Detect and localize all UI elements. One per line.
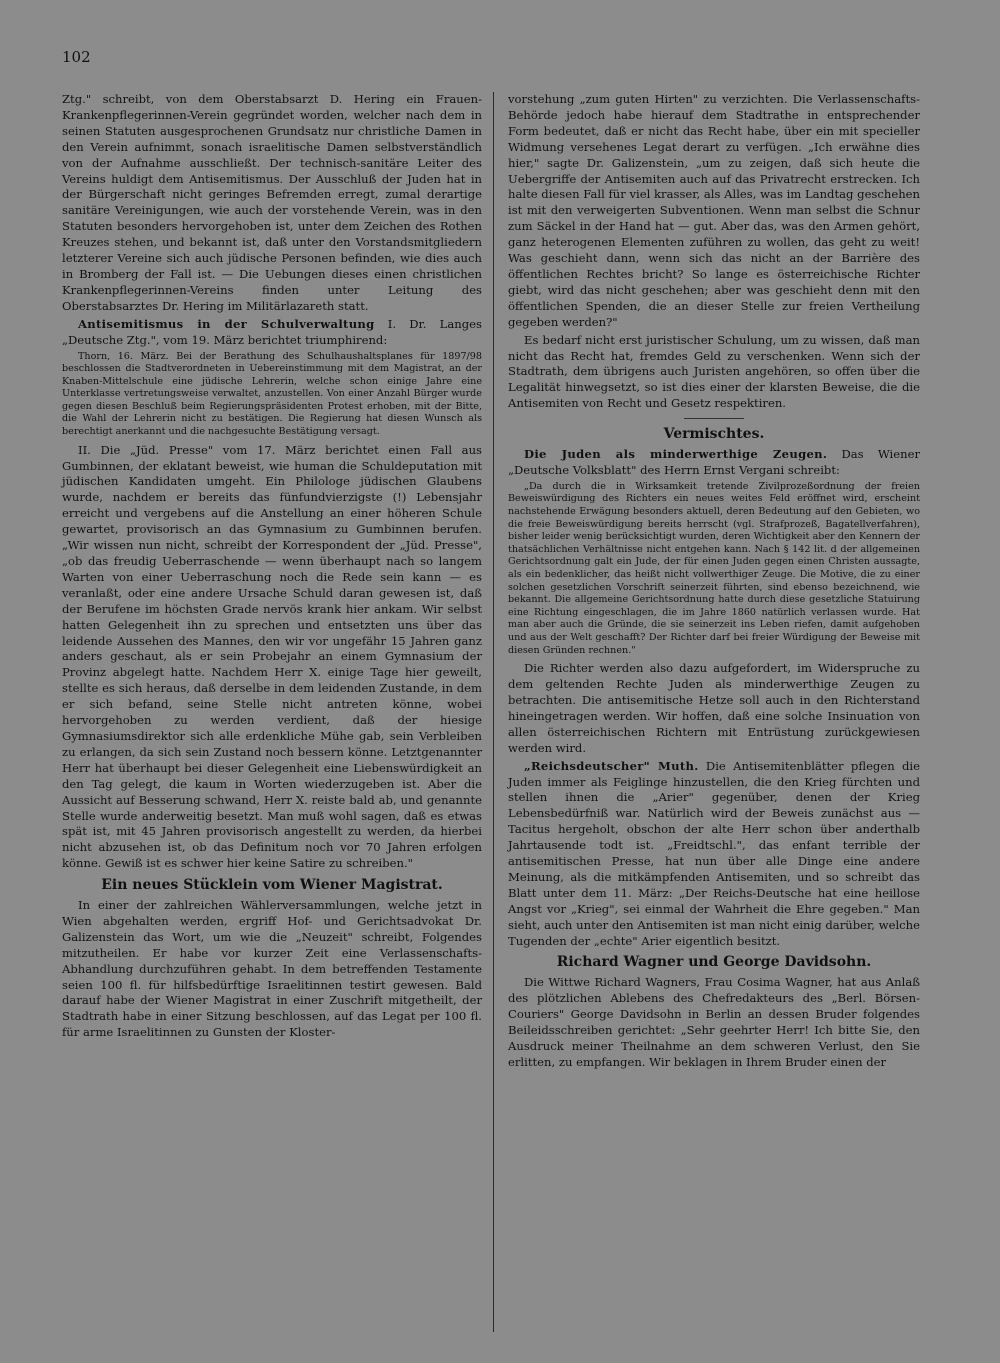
- quoted-report: „Da durch die in Wirksamkeit tretende Zivilprozeßordnung der freien Beweiswürdigung des Richters ein neues weites Feld eröffnet wird, erscheint nachstehende Erwägung besonders aktuell, deren Bedeutung auf den Gebieten, wo die freie Beweiswürdigung bereits herrscht (vgl. Strafprozeß, Bagatellverfahren), bisher leider wenig berücksichtigt wurden, deren Wichtigkeit aber den Kennern der thatsächlichen Verhältnisse nicht entgehen kann. Nach § 142 lit. d der allgemeinen Gerichtsordnung galt ein Jude, der für einen Juden gegen einen Christen aussagte, als ein bedenklicher, das heißt nicht vollwerthiger Zeuge. Die Motive, die zu einer solchen gesetzlichen Vorschrift seinerzeit führten, sind ebenso bezeichnend, wie bekannt. Die allgemeine Gerichtsordnung hatte durch diese gesetzliche Statuirung eine Richtung eingeschlagen, die im Jahre 1860 natürlich verlassen wurde. Hat man aber auch die Gründe, die sie seinerzeit ins Leben riefen, damit aufgehoben und aus der Welt geschafft? Der Richter darf bei freier Würdigung der Beweise mit diesen Gründen rechnen.": [508, 480, 920, 656]
- article-heading-paragraph: [508, 447, 920, 479]
- right-column: [508, 92, 920, 1073]
- article-heading: „Reichsdeutscher" Muth.: [524, 758, 699, 773]
- article-paragraph: II. Die „Jüd. Presse" vom 17. März berichtet einen Fall aus Gumbinnen, der eklatant beweist, wie human die Schuldeputation mit jüdischen Kandidaten umgeht. Ein Philologe jüdischen Glaubens wurde, nachdem er bereits das fünfundvierzigste (!) Lebensjahr erreicht und vergebens auf die Anstellung an einer höheren Schule gewartet, provisorisch an das Gymnasium zu Gumbinnen berufen. „Wir wissen nun nicht, schreibt der Korrespondent der „Jüd. Presse", „ob das freudig Ueberraschende — wenn überhaupt nach so langem Warten von einer Ueberraschung noch die Rede sein kann — es veranlaßt, oder eine andere Ursache Schuld daran gewesen ist, daß der Berufene im höchsten Grade nervös krank hier ankam. Wir selbst hatten Gelegenheit ihn zu sprechen und entsetzten uns über das leidende Aussehen des Mannes, den wir vor ungefähr 15 Jahren ganz anders geschaut, als er sein Probejahr an einem Gymnasium der Provinz abgelegt hatte. Nachdem Herr X. einige Tage hier geweilt, stellte es sich heraus, daß derselbe in dem leidenden Zustande, in dem er sich befand, seine Stelle nicht antreten könne, wobei hervorgehoben zu werden verdient, daß der hiesige Gymnasiumsdirektor sich alle erdenkliche Mühe gab, sein Verbleiben zu erlangen, da sich sein Zustand noch bessern könne. Letztgenannter Herr hat überhaupt bei dieser Gelegenheit eine Liebenswürdigkeit an den Tag gelegt, die kaum in Worten wiederzugeben ist. Aber die Aussicht auf Besserung schwand, Herr X. reiste bald ab, und genannte Stelle wurde anderweitig besetzt. Man muß wohl sagen, daß es etwas spät ist, mit 45 Jahren provisorisch angestellt zu werden, da hierbei nicht abzusehen ist, ob das Definitum noch vor 70 Jahren erfolgen könne. Gewiß ist es schwer hier keine Satire zu schreiben.": [62, 442, 482, 871]
- article-paragraph: Die Richter werden also dazu aufgefordert, im Widerspruche zu dem geltenden Rechte Juden als minderwerthige Zeugen zu betrachten. Die antisemitische Hetze soll auch in den Richterstand hineingetragen werden. Wir hoffen, daß eine solche Insinuation von allen österreichischen Richtern mit Entrüstung zurückgewiesen werden wird.: [508, 661, 920, 755]
- article-paragraph: Die Wittwe Richard Wagners, Frau Cosima Wagner, hat aus Anlaß des plötzlichen Ablebens des Chefredakteurs des „Berl. Börsen-Couriers" George Davidsohn in Berlin an dessen Bruder folgendes Beileidsschreiben gerichtet: „Sehr geehrter Herr! Ich bitte Sie, den Ausdruck meiner Theilnahme an dem schweren Verlust, den Sie erlitten, zu empfangen. Wir beklagen in Ihrem Bruder einen der: [508, 975, 920, 1069]
- article-heading-paragraph: [62, 317, 482, 349]
- column-divider: [493, 92, 494, 1332]
- article-body: Die Antisemitenblätter pflegen die Juden immer als Feiglinge hinzustellen, die den Krieg fürchten und stellen ihnen die „Arier" gegenüber, denen der Krieg Lebensbedürfniß war. Natürlich wird der Beweis zunächst aus — Tacitus hergeholt, obschon der alte Herr schon über anderthalb Jahrtausende todt ist. „Freidtschl.", das enfant terrible der antisemitischen Presse, hat nun über alle Dinge eine andere Meinung, als die mitkämpfenden Antisemiten, und so schreibt das Blatt unter dem 11. März: „Der Reichs-Deutsche hat eine heillose Angst vor „Krieg", sei einmal der Wahrheit die Ehre gegeben." Man sieht, auch unter den Antisemiten ist man nicht einig darüber, welche Tugenden der „echte" Arier eigentlich besitzt.: [508, 758, 920, 948]
- article-paragraph: vorstehung „zum guten Hirten" zu verzichten. Die Verlassenschafts-Behörde jedoch habe hierauf dem Stadtrathe in entsprechender Form bedeutet, daß er nicht das Recht habe, über ein mit specieller Widmung versehenes Legat derart zu verfügen. „Ich erwähne dies hier," sagte Dr. Galizenstein, „um zu zeigen, daß sich heute die Uebergriffe der Antisemiten auch auf das Privatrecht erstrecken. Ich halte diesen Fall für viel krasser, als Alles, was im Landtag geschehen ist mit den verweigerten Subventionen. Wenn man selbst die Schnur zum Säckel in der Hand hat — gut. Aber das, was den Armen gehört, ganz heterogenen Elementen zuführen zu wollen, das geht zu weit! Was geschieht dann, wenn sich das nicht an der Barrière des öffentlichen Rechtes bricht? So lange es österreichische Richter giebt, wird das nicht geschehen; aber was geschieht denn mit den öffentlichen Spenden, die an dieser Stelle zur freien Vertheilung gegeben werden?": [508, 92, 921, 329]
- section-heading: Vermischtes.: [663, 426, 765, 443]
- page-number: 102: [62, 48, 91, 66]
- article-heading: Ein neues Stücklein vom Wiener Magistrat.: [101, 877, 443, 894]
- article-heading: Antisemitismus in der Schulverwaltung: [78, 316, 375, 331]
- article-heading-rest: Das Wiener „Deutsche Volksblatt" des Herrn Ernst Vergani schreibt:: [508, 447, 920, 477]
- article-heading: Die Juden als minderwerthige Zeugen.: [524, 447, 828, 462]
- article-paragraph: Ztg." schreibt, von dem Oberstabsarzt D. Hering ein Frauen-Krankenpflegerinnen-Verein gegründet worden, welcher nach dem in seinen Statuten ausgesprochenen Grundsatz nur christliche Damen in den Verein aufnimmt, sonach israelitische Damen selbstverständlich von der Aufnahme ausschließt. Der technisch-sanitäre Leiter des Vereins huldigt dem Antisemitismus. Der Ausschluß der Juden hat in der Bürgerschaft nicht geringes Befremden erregt, zumal derartige sanitäre Vereinigungen, wie auch der vorstehende Verein, was in den Statuten besonders hervorgehoben ist, unter dem Zeichen des Rothen Kreuzes stehen, und bekannt ist, daß unter den Vorstandsmitgliedern letzterer Vereine sich auch jüdische Personen befinden, wie dies auch in Bromberg der Fall ist. — Die Uebungen dieses einen christlichen Krankenpflegerinnen-Vereins finden unter Leitung des Oberstabsarztes Dr. Hering im Militärlazareth statt.: [62, 92, 482, 313]
- quoted-report: Thorn, 16. März. Bei der Berathung des Schulhaushaltsplanes für 1897/98 beschlossen die Stadtverordneten in Uebereinstimmung mit dem Magistrat, an der Knaben-Mittelschule eine jüdische Lehrerin, welche schon einige Jahre eine Unterklasse vertretungsweise verwaltet, anzustellen. Von einer Anzahl Bürger wurde gegen diesen Beschluß beim Regierungspräsidenten Protest erhoben, mit der Bitte, die Wahl der Lehrerin nicht zu bestätigen. Die Regierung hat diesen Wunsch als berechtigt anerkannt und die nachgesuchte Bestätigung versagt.: [62, 350, 482, 438]
- article-paragraph: Es bedarf nicht erst juristischer Schulung, um zu wissen, daß man nicht das Recht hat, fremdes Geld zu verschenken. Wenn sich der Stadtrath, dem übrigens auch Juristen angehören, so offen über die Legalität hinwegsetzt, so ist dies einer der klarsten Beweise, die die Antisemiten von Recht und Gesetz respektiren.: [508, 332, 920, 411]
- article-heading: Richard Wagner und George Davidsohn.: [556, 954, 872, 971]
- article-paragraph: In einer der zahlreichen Wählerversammlungen, welche jetzt in Wien abgehalten werden, ergriff Hof- und Gerichtsadvokat Dr. Galizenstein das Wort, um wie die „Neuzeit" schreibt, Folgendes mitzutheilen. Er habe vor kurzer Zeit eine Verlassenschafts-Abhandlung durchzuführen gehabt. In dem betreffenden Testamente seien 100 fl. für hilfsbedürftige Israelitinnen testirt gewesen. Bald darauf habe der Wiener Magistrat in einer Zuschrift mitgetheilt, der Stadtrath habe in einer Sitzung beschlossen, auf das Legat per 100 fl. für arme Israelitinnen zu Gunsten der Kloster-: [62, 898, 482, 1040]
- article-heading-rest: I. Dr. Langes „Deutsche Ztg.", vom 19. März berichtet triumphirend:: [62, 316, 482, 347]
- section-separator: [684, 418, 744, 419]
- left-column: [62, 92, 482, 1043]
- article-heading-paragraph: [508, 759, 920, 950]
